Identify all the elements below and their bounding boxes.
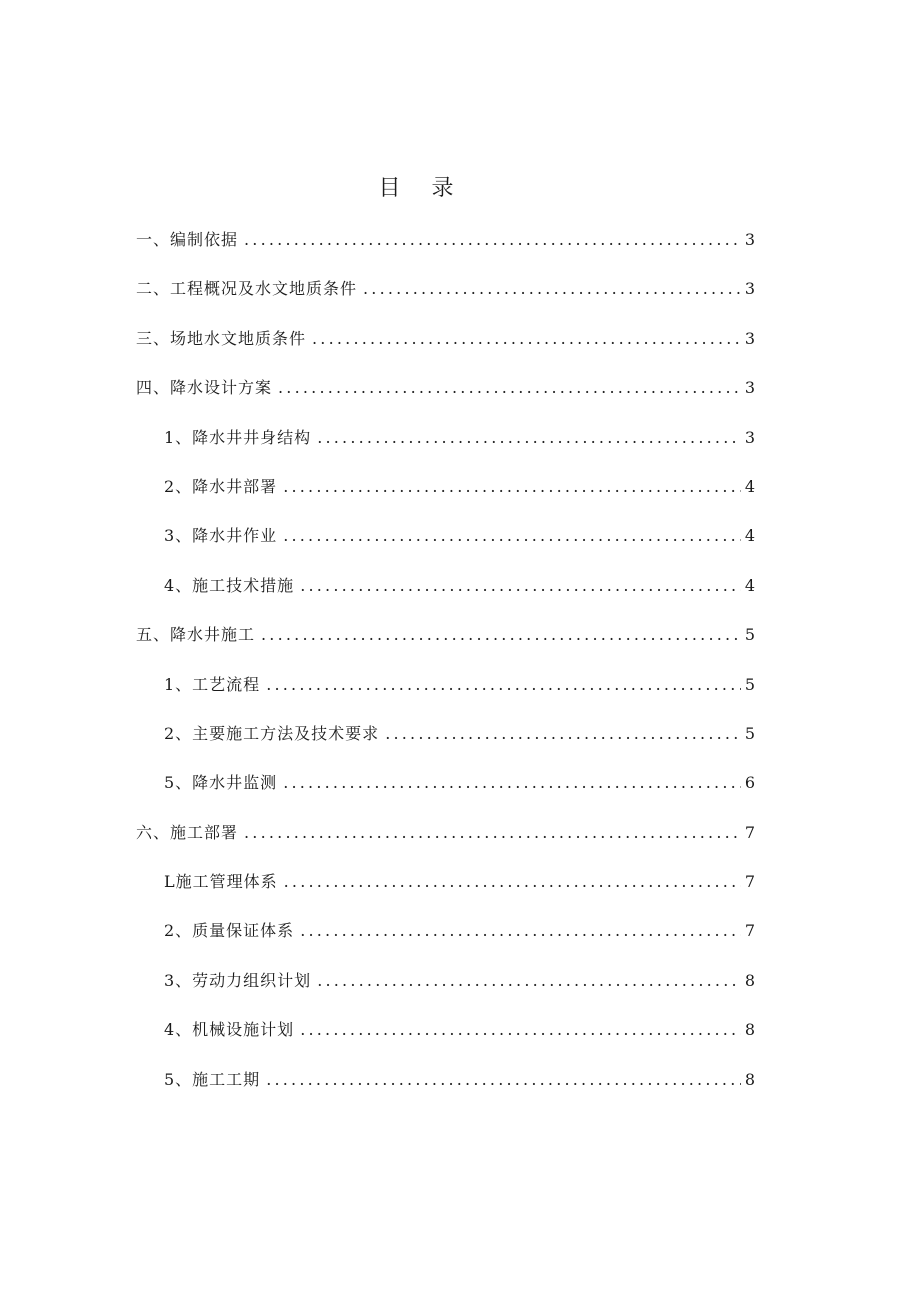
toc-entry-page: 5 (744, 674, 756, 694)
toc-entry-page: 8 (744, 970, 756, 990)
toc-entry-label: 2、降水井部署 (164, 476, 278, 496)
toc-dot-leader (283, 521, 741, 551)
toc-dot-leader (317, 966, 741, 996)
toc-entry-label: 三、场地水文地质条件 (136, 328, 307, 348)
toc-entry-label: 2、质量保证体系 (164, 921, 295, 941)
toc-entry-page: 8 (744, 1020, 756, 1040)
toc-entry[interactable] (136, 225, 756, 274)
toc-entry[interactable] (136, 818, 756, 867)
toc-entry-label: 3、降水井作业 (164, 526, 278, 546)
toc-entry-page: 4 (744, 526, 756, 546)
toc-entry-page: 3 (744, 279, 756, 299)
toc-entry-page: 3 (744, 378, 756, 398)
toc-dot-leader (283, 768, 741, 798)
toc-entry[interactable] (136, 324, 756, 373)
toc-dot-leader (317, 423, 741, 453)
toc-dot-leader (244, 225, 741, 255)
toc-entry-label: 二、工程概况及水文地质条件 (136, 279, 358, 299)
toc-entry[interactable] (136, 620, 756, 669)
toc-entry-page: 7 (744, 822, 756, 842)
toc-entry-page: 6 (744, 773, 756, 793)
toc-dot-leader (363, 274, 741, 304)
toc-entry[interactable] (136, 373, 756, 422)
toc-entry[interactable] (136, 472, 756, 521)
toc-entry-page: 8 (744, 1069, 756, 1089)
toc-entry[interactable] (136, 719, 756, 768)
toc-entry[interactable] (136, 571, 756, 620)
toc-entry-label: 一、编制依据 (136, 230, 239, 249)
toc-entry-label: 4、施工技术措施 (164, 575, 295, 595)
toc-entry[interactable] (136, 423, 756, 472)
toc-entry-label: 3、劳动力组织计划 (164, 970, 312, 990)
toc-dot-leader (266, 1065, 741, 1095)
toc-entry-page: 5 (744, 723, 756, 743)
toc-entry-label: 1、工艺流程 (164, 674, 261, 694)
toc-entry[interactable] (136, 521, 756, 570)
toc-dot-leader (283, 472, 741, 502)
toc-dot-leader (385, 719, 741, 749)
toc-dot-leader (266, 670, 741, 700)
toc-dot-leader (278, 373, 741, 403)
toc-dot-leader (284, 867, 741, 897)
toc-entry-label: 5、施工工期 (164, 1069, 261, 1089)
toc-dot-leader (244, 818, 741, 848)
toc-entry-page: 3 (744, 427, 756, 447)
toc-entry[interactable] (136, 768, 756, 817)
toc-entry-page: 3 (744, 230, 756, 249)
toc-entry-label: 四、降水设计方案 (136, 378, 273, 398)
toc-entry-page: 4 (744, 575, 756, 595)
toc-entry[interactable] (136, 966, 756, 1015)
toc-entry-label: 1、降水井井身结构 (164, 427, 312, 447)
toc-title: 目 录 (378, 176, 466, 201)
toc-entry-page: 3 (744, 328, 756, 348)
toc-entry[interactable] (136, 867, 756, 916)
toc-dot-leader (300, 571, 741, 601)
toc-entry-page: 7 (744, 921, 756, 941)
toc-dot-leader (300, 1015, 741, 1045)
toc-entry-label: 4、机械设施计划 (164, 1020, 295, 1040)
toc-dot-leader (312, 324, 741, 354)
toc-entry-label: L施工管理体系 (164, 872, 278, 892)
toc-entry-page: 4 (744, 476, 756, 496)
toc-dot-leader (300, 916, 741, 946)
toc-entry[interactable] (136, 670, 756, 719)
toc-entry-label: 六、施工部署 (136, 822, 239, 842)
toc-entry[interactable] (136, 1065, 756, 1114)
toc-list (136, 225, 756, 1114)
toc-entry-label: 五、降水井施工 (136, 625, 256, 645)
toc-entry[interactable] (136, 916, 756, 965)
toc-entry[interactable] (136, 1015, 756, 1064)
toc-entry-label: 2、主要施工方法及技术要求 (164, 723, 380, 743)
toc-entry-page: 7 (744, 872, 756, 892)
toc-dot-leader (261, 620, 741, 650)
toc-entry-label: 5、降水井监测 (164, 773, 278, 793)
toc-entry-page: 5 (744, 625, 756, 645)
toc-entry[interactable] (136, 274, 756, 323)
